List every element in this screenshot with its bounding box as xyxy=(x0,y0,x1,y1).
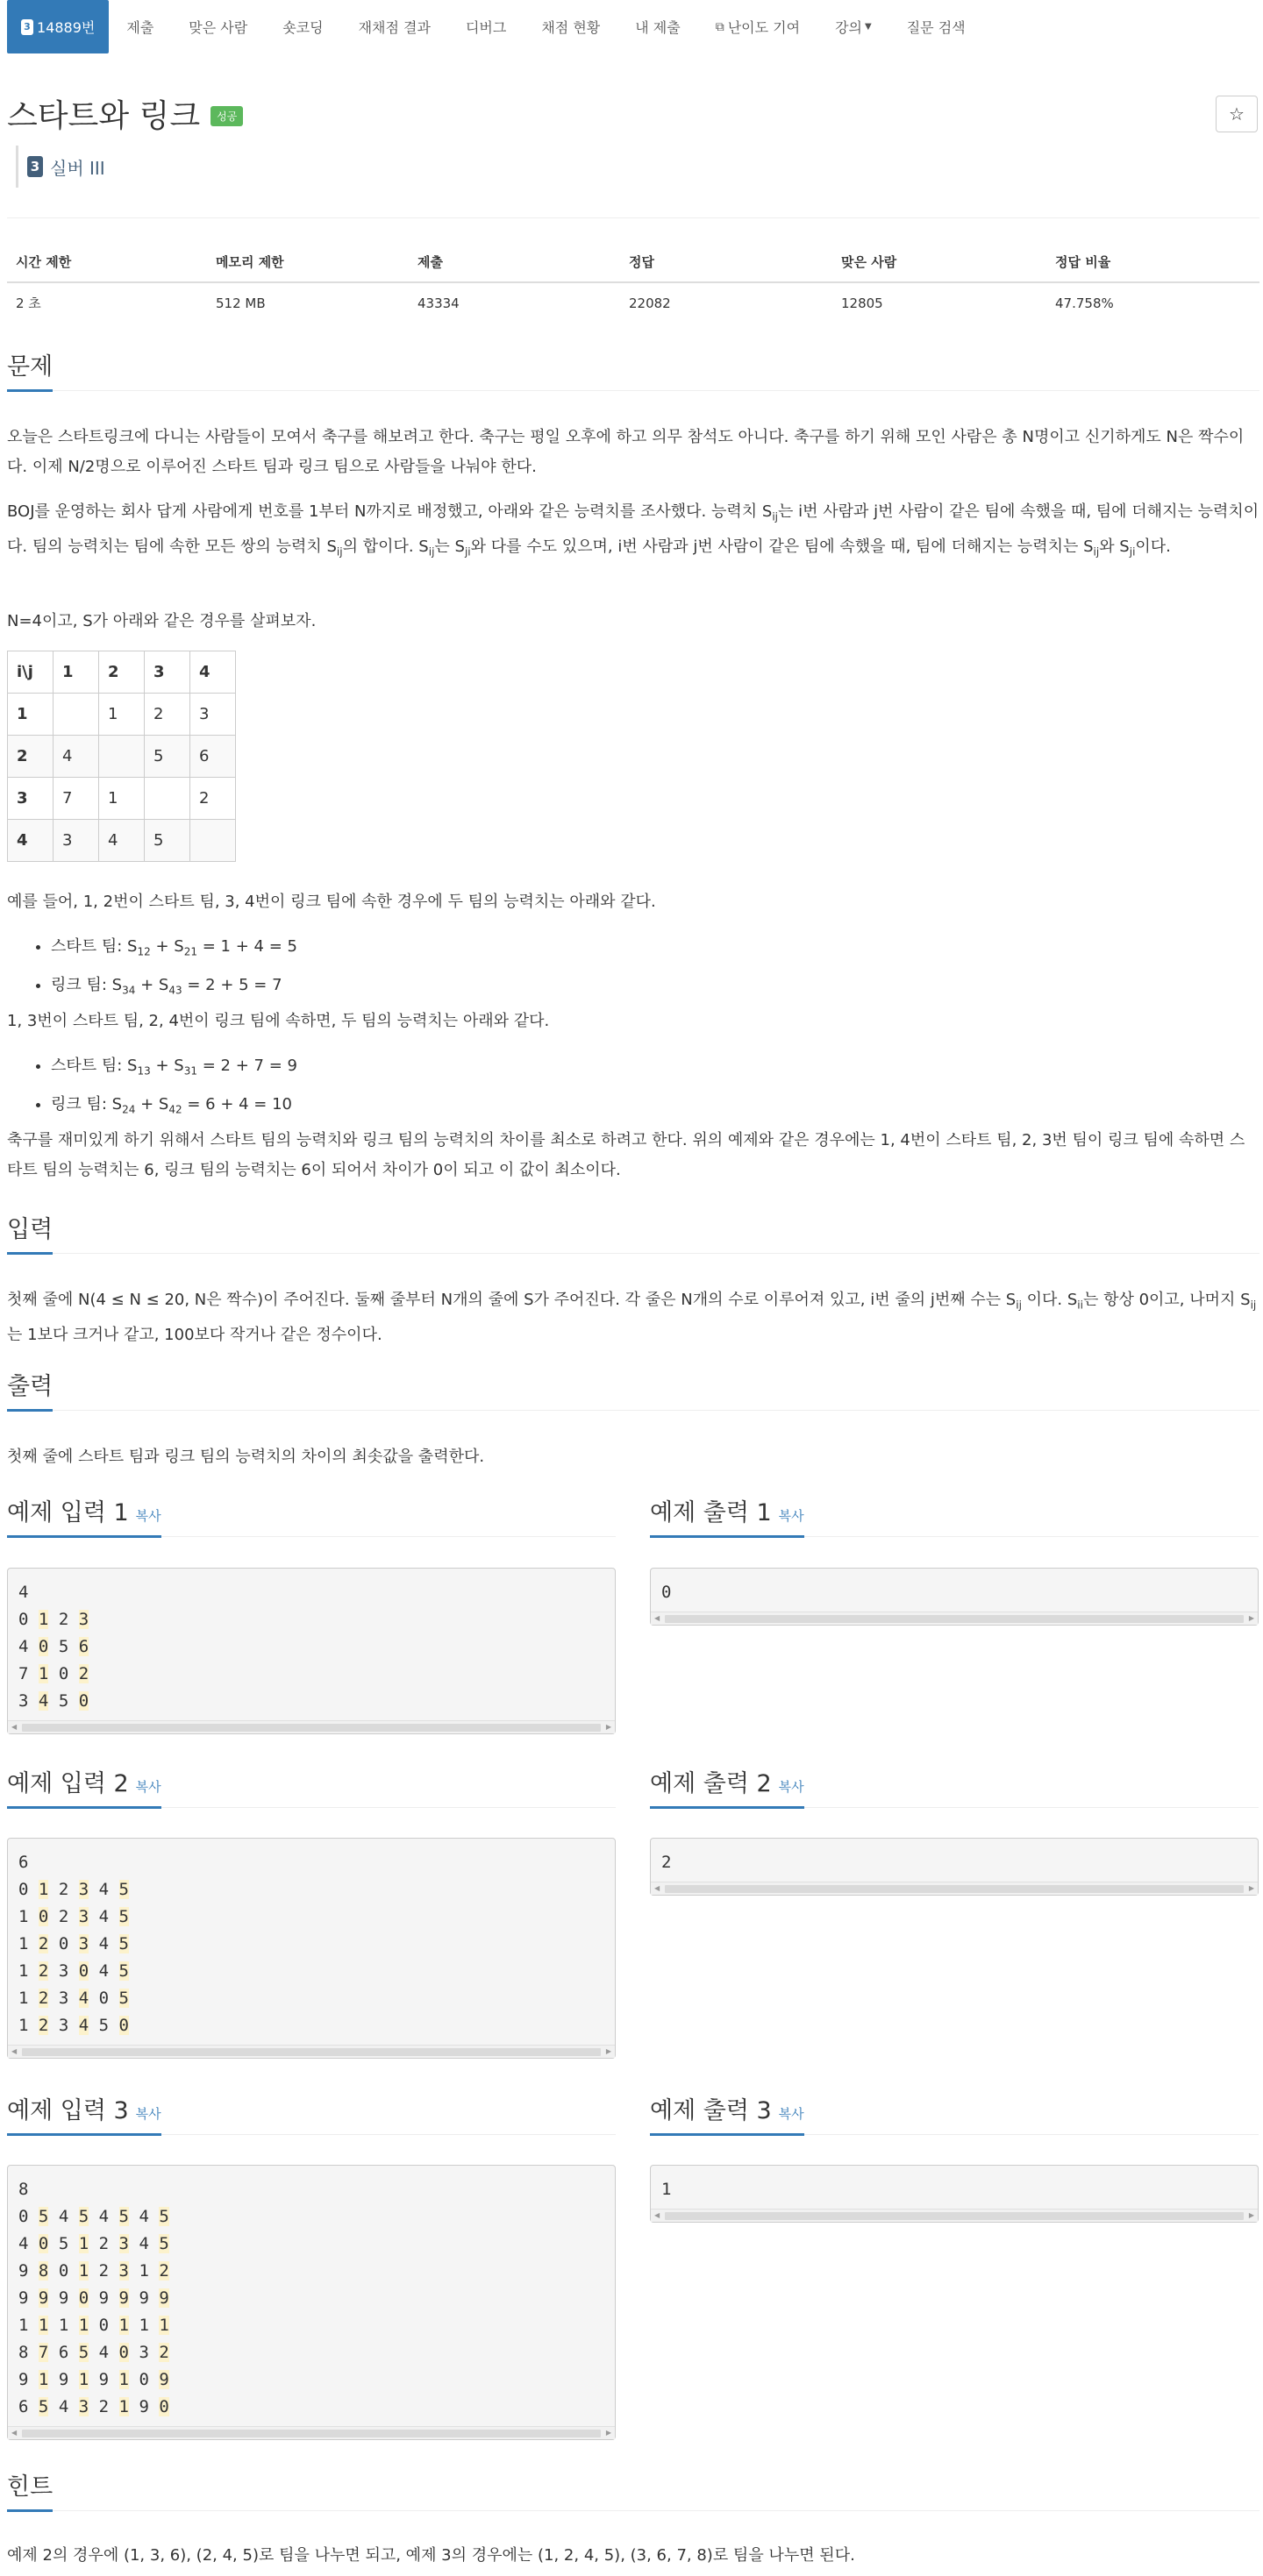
info-header: 제출 xyxy=(409,242,620,282)
info-value: 12805 xyxy=(832,282,1046,323)
sample-title-text: 예제 입력 3 xyxy=(7,2097,129,2124)
input-description: 첫째 줄에 N(4 ≤ N ≤ 20, N은 짝수)이 주어진다. 둘째 줄부터 N개의 줄에 S가 주어진다. 각 줄은 N개의 수로 이루어져 있고, i번 줄의 j번째 수는 $S_{ij}$ 이다. $S_{ii}$는 항상 0이고, 나머지 $S_{ij}$는 1보다 크거나 같고, 100보다 작거나 같은 정수이다. xyxy=(7,1291,1257,1344)
divider xyxy=(7,217,1259,218)
nav-lectures-dropdown[interactable] xyxy=(817,0,889,53)
table-cell: 3 xyxy=(54,820,99,862)
info-header: 정답 비율 xyxy=(1046,242,1259,282)
external-link-icon: ⧉ xyxy=(715,19,724,34)
horizontal-scrollbar[interactable]: ◀ ▶ xyxy=(651,1612,1258,1625)
table-cell: 1 xyxy=(99,694,145,736)
table-cell: 3 xyxy=(190,694,236,736)
problem-nav xyxy=(0,0,1263,58)
tier-badge-icon: 3 xyxy=(27,156,43,177)
sample-output-1-header xyxy=(650,1497,1259,1537)
sample-title-text: 예제 출력 3 xyxy=(650,2097,772,2124)
nav-difficulty-contribute[interactable] xyxy=(698,0,817,53)
sample-output-3-box[interactable] xyxy=(650,2165,1259,2223)
nav-difficulty-label: 난이도 기여 xyxy=(727,19,801,36)
table-cell: 4 xyxy=(54,736,99,778)
sample-title-text: 예제 입력 1 xyxy=(7,1499,129,1526)
sample-output-2-box[interactable] xyxy=(650,1838,1259,1896)
hint-text: 예제 2의 경우에 (1, 3, 6), (2, 4, 5)로 팀을 나누면 되고, 예제 3의 경우에는 (1, 2, 4, 5), (3, 6, 7, 8)로 팀을 나누면 된다. xyxy=(7,2546,855,2565)
nav-short-coding[interactable]: 숏코딩 xyxy=(282,19,324,36)
table-cell: 7 xyxy=(54,778,99,820)
sample-input-3-header xyxy=(7,2095,616,2135)
sample-output-2-title xyxy=(650,1768,804,1809)
horizontal-scrollbar[interactable]: ◀ ▶ xyxy=(8,2426,615,2439)
sample-input-1-box[interactable] xyxy=(7,1568,616,1734)
copy-button[interactable]: 복사 xyxy=(778,1508,804,1524)
horizontal-scrollbar[interactable]: ◀ ▶ xyxy=(8,1720,615,1733)
info-value: 43334 xyxy=(409,282,620,323)
copy-button[interactable]: 복사 xyxy=(135,2106,161,2122)
example-list-2 xyxy=(51,1050,297,1126)
star-icon[interactable]: ☆ xyxy=(1216,96,1258,132)
list-item: • 스타트 팀: $S_{12} + S_{21} = 1 + 4 = 5$ xyxy=(51,930,297,969)
section-hint-title: 힌트 xyxy=(7,2471,53,2512)
info-header: 맞은 사람 xyxy=(832,242,1046,282)
sample-output-1-title xyxy=(650,1497,804,1538)
sample-output-2: 2 xyxy=(661,1853,672,1872)
problem-paragraph-1: 오늘은 스타트링크에 다니는 사람들이 모여서 축구를 해보려고 한다. 축구는 평일 오후에 하고 의무 참석도 아니다. 축구를 하기 위해 모인 사람은 총 N명이고 신기하게도 N은 짝수이다. 이제 N/2명으로 이루어진 스타트 팀과 링크 팀으로 사람들을 나눠야 한다. xyxy=(7,428,1245,476)
tier-icon: 3 xyxy=(21,19,33,35)
sample-title-text: 예제 출력 1 xyxy=(650,1499,772,1526)
nav-rejudge-results[interactable]: 재채점 결과 xyxy=(358,19,431,36)
problem-paragraph-5: 1, 3번이 스타트 팀, 2, 4번이 링크 팀에 속하면, 두 팀의 능력치는 아래와 같다. xyxy=(7,1012,550,1030)
info-header-row xyxy=(7,242,1259,282)
problem-paragraph-3: N=4이고, S가 아래와 같은 경우를 살펴보자. xyxy=(7,612,317,630)
sample-input-3: 8 0 5 4 5 4 5 4 5 4 0 5 1 2 3 4 5 9 8 0 1 2 3 1 2 9 9 9 0 9 9 9 9 1 1 1 1 0 1 1 1 8 7 6 5 4 0 3 2 9 1 9 1 9 1 0 9 6 5 4 3 2 1 9 0 xyxy=(18,2180,169,2416)
sample-input-2-box[interactable] xyxy=(7,1838,616,2059)
horizontal-scrollbar[interactable]: ◀ ▶ xyxy=(651,1882,1258,1895)
sample-input-2: 6 0 1 2 3 4 5 1 0 2 3 4 5 1 2 0 3 4 5 1 2 3 0 4 5 1 2 3 4 0 5 1 2 3 4 5 0 xyxy=(18,1853,129,2035)
list-item: • 링크 팀: $S_{24} + S_{42} = 6 + 4 = 10$ xyxy=(51,1088,297,1127)
sample-output-3: 1 xyxy=(661,2180,672,2199)
table-cell: 4 xyxy=(99,820,145,862)
nav-status[interactable]: 채점 현황 xyxy=(541,19,601,36)
table-cell: 2 xyxy=(8,736,54,778)
problem-paragraph-6: 축구를 재미있게 하기 위해서 스타트 팀의 능력치와 링크 팀의 능력치의 차이를 최소로 하려고 한다. 위의 예제와 같은 경우에는 1, 4번이 스타트 팀, 2, 3번 팀이 링크 팀에 속하면 스타트 팀의 능력치는 6, 링크 팀의 능력치는 6이 되어서 차이가 0이 되고 이 값이 최소이다. xyxy=(7,1131,1245,1179)
sample-input-2-header xyxy=(7,1768,616,1808)
sample-title-text: 예제 입력 2 xyxy=(7,1770,129,1797)
table-cell: 2 xyxy=(145,694,190,736)
title-row xyxy=(7,91,243,136)
horizontal-scrollbar[interactable]: ◀ ▶ xyxy=(651,2209,1258,2222)
nav-my-submissions[interactable]: 내 제출 xyxy=(635,19,681,36)
copy-button[interactable]: 복사 xyxy=(135,1508,161,1524)
sample-title-text: 예제 출력 2 xyxy=(650,1770,772,1797)
table-cell: 2 xyxy=(99,651,145,694)
table-cell: 3 xyxy=(145,651,190,694)
info-header: 정답 xyxy=(620,242,832,282)
nav-problem-label: 14889번 xyxy=(37,19,96,36)
example-list-1 xyxy=(51,930,297,1007)
caret-down-icon: ▼ xyxy=(865,22,872,32)
tier-label-row xyxy=(16,146,105,188)
horizontal-scrollbar[interactable]: ◀ ▶ xyxy=(8,2045,615,2058)
table-cell: 4 xyxy=(190,651,236,694)
nav-submit[interactable]: 제출 xyxy=(126,19,154,36)
info-value: 2 초 xyxy=(7,282,207,323)
nav-problem-number[interactable] xyxy=(7,0,109,53)
section-output-header xyxy=(7,1370,1259,1411)
output-description: 첫째 줄에 스타트 팀과 링크 팀의 능력치의 차이의 최솟값을 출력한다. xyxy=(7,1448,485,1466)
info-value-row xyxy=(7,282,1259,323)
sample-input-3-box[interactable] xyxy=(7,2165,616,2440)
table-cell xyxy=(99,736,145,778)
table-row xyxy=(8,651,236,694)
page-title: 스타트와 링크 xyxy=(7,98,201,134)
section-hint-header xyxy=(7,2471,1259,2511)
problem-paragraph-2: BOJ를 운영하는 회사 답게 사람에게 번호를 1부터 N까지로 배정했고, 아래와 같은 능력치를 조사했다. 능력치 $S_{ij}$는 i번 사람과 j번 사람이 같은 팀에 속했을 때, 팀에 더해지는 능력치이다. 팀의 능력치는 팀에 속한 모든 쌍의 능력치 $S_{ij}$의 합이다. $S_{ij}$는 $S_{ji}$와 다를 수도 있으며, i번 사람과 j번 사람이 같은 팀에 속했을 때, 팀에 더해지는 능력치는 $S_{ij}$와 $S_{ji}$이다. xyxy=(7,502,1259,559)
table-cell: 5 xyxy=(145,820,190,862)
copy-button[interactable]: 복사 xyxy=(778,2106,804,2122)
table-cell: 4 xyxy=(8,820,54,862)
nav-question-search[interactable]: 질문 검색 xyxy=(906,19,966,36)
info-value: 512 MB xyxy=(207,282,409,323)
section-output-title: 출력 xyxy=(7,1370,53,1412)
table-row xyxy=(8,694,236,736)
table-row xyxy=(8,736,236,778)
table-cell xyxy=(54,694,99,736)
sample-input-1-header xyxy=(7,1497,616,1537)
sample-output-1-box[interactable] xyxy=(650,1568,1259,1626)
section-problem-header xyxy=(7,351,1259,391)
info-header: 시간 제한 xyxy=(7,242,207,282)
table-cell: 1 xyxy=(8,694,54,736)
sample-input-1: 4 0 1 2 3 4 0 5 6 7 1 0 2 3 4 5 0 xyxy=(18,1583,89,1711)
table-row xyxy=(8,820,236,862)
sample-input-1-title xyxy=(7,1497,161,1538)
info-header: 메모리 제한 xyxy=(207,242,409,282)
nav-accepted-users[interactable]: 맞은 사람 xyxy=(189,19,248,36)
table-cell: 1 xyxy=(54,651,99,694)
ability-table xyxy=(7,651,236,862)
table-cell: 3 xyxy=(8,778,54,820)
sample-output-3-header xyxy=(650,2095,1259,2135)
section-input-title: 입력 xyxy=(7,1213,53,1255)
sample-output-3-title xyxy=(650,2095,804,2136)
nav-lectures-label: 강의 xyxy=(835,19,863,36)
list-item: • 링크 팀: $S_{34} + S_{43} = 2 + 5 = 7$ xyxy=(51,969,297,1007)
problem-paragraph-4: 예를 들어, 1, 2번이 스타트 팀, 3, 4번이 링크 팀에 속한 경우에 두 팀의 능력치는 아래와 같다. xyxy=(7,893,656,911)
sample-output-2-header xyxy=(650,1768,1259,1808)
info-value: 47.758% xyxy=(1046,282,1259,323)
nav-debug[interactable]: 디버그 xyxy=(465,19,507,36)
table-cell: 6 xyxy=(190,736,236,778)
table-row xyxy=(8,778,236,820)
problem-info-table xyxy=(7,242,1259,323)
table-cell: 1 xyxy=(99,778,145,820)
sample-input-2-title xyxy=(7,1768,161,1809)
table-cell xyxy=(145,778,190,820)
copy-button[interactable]: 복사 xyxy=(135,1779,161,1795)
sample-input-3-title xyxy=(7,2095,161,2136)
section-problem-title: 문제 xyxy=(7,351,53,392)
section-input-header xyxy=(7,1213,1259,1254)
table-cell: 2 xyxy=(190,778,236,820)
status-badge: 성공 xyxy=(210,106,243,126)
sample-output-1: 0 xyxy=(661,1583,672,1602)
table-cell: i\j xyxy=(8,651,54,694)
table-cell xyxy=(190,820,236,862)
info-value: 22082 xyxy=(620,282,832,323)
list-item: • 스타트 팀: $S_{13} + S_{31} = 2 + 7 = 9$ xyxy=(51,1050,297,1088)
tier-label: 실버 III xyxy=(50,157,105,179)
copy-button[interactable]: 복사 xyxy=(778,1779,804,1795)
table-cell: 5 xyxy=(145,736,190,778)
